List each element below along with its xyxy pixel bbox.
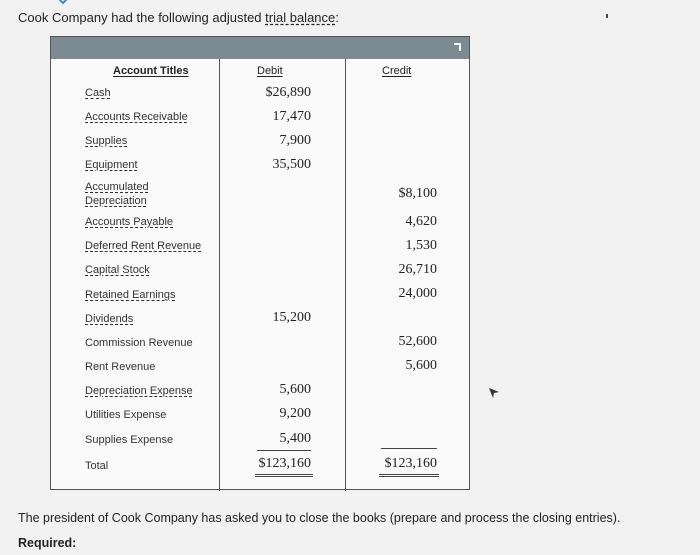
account-accumulated-depreciation: Accumulated Depreciation <box>85 181 149 207</box>
column-divider <box>345 59 346 491</box>
account-supplies: Supplies <box>85 135 128 147</box>
chevron-down-icon[interactable] <box>56 0 70 5</box>
debit-total: $123,160 <box>258 456 311 471</box>
debit-equipment: 35,500 <box>272 157 311 172</box>
debit-dividends: 15,200 <box>272 310 311 325</box>
account-utilities-expense: Utilities Expense <box>85 409 167 421</box>
trial-balance-table <box>50 36 470 490</box>
credit-total-double-rule <box>379 474 439 477</box>
required-heading: Required: <box>18 536 77 550</box>
account-total: Total <box>85 460 109 472</box>
credit-rent-revenue: 5,600 <box>405 358 437 373</box>
account-cash: Cash <box>85 87 111 99</box>
debit-supplies-expense: 5,400 <box>279 431 311 446</box>
header-debit: Debit <box>257 65 283 77</box>
debit-accounts-receivable: 17,470 <box>272 109 311 124</box>
account-capital-stock: Capital Stock <box>85 264 150 276</box>
debit-utilities-expense: 9,200 <box>279 406 311 421</box>
debit-cash: $26,890 <box>265 85 311 100</box>
expand-icon[interactable] <box>451 41 463 53</box>
header-credit: Credit <box>382 65 412 77</box>
closing-instructions: The president of Cook Company has asked you to close the books (prepare and process the closing entries). <box>18 511 621 525</box>
stray-mark <box>606 14 608 18</box>
mouse-pointer-icon <box>488 387 500 399</box>
credit-commission-revenue: 52,600 <box>398 334 437 349</box>
intro-text <box>18 10 339 25</box>
debit-total-double-rule <box>255 474 313 477</box>
credit-retained-earnings: 24,000 <box>398 286 437 301</box>
account-accounts-receivable: Accounts Receivable <box>85 111 188 123</box>
credit-deferred-rent-revenue: 1,530 <box>405 238 437 253</box>
debit-supplies: 7,900 <box>279 133 311 148</box>
trial-balance-link[interactable]: trial balance <box>265 10 336 25</box>
account-accounts-payable: Accounts Payable <box>85 216 174 228</box>
header-account-titles: Account Titles <box>113 65 189 77</box>
account-rent-revenue: Rent Revenue <box>85 361 156 373</box>
intro-prefix: Cook Company had the following adjusted <box>18 10 266 25</box>
account-retained-earnings: Retained Earnings <box>85 289 176 301</box>
credit-total: $123,160 <box>384 456 437 471</box>
credit-capital-stock: 26,710 <box>398 262 437 277</box>
intro-suffix: : <box>335 10 339 25</box>
account-equipment: Equipment <box>85 159 138 171</box>
credit-accounts-payable: 4,620 <box>405 214 437 229</box>
account-commission-revenue: Commission Revenue <box>85 337 193 349</box>
debit-depreciation-expense: 5,600 <box>279 382 311 397</box>
credit-accumulated-depreciation: $8,100 <box>398 186 437 201</box>
account-supplies-expense: Supplies Expense <box>85 434 174 446</box>
account-depreciation-expense: Depreciation Expense <box>85 385 193 397</box>
account-deferred-rent-revenue: Deferred Rent Revenue <box>85 240 202 252</box>
table-header-bar <box>51 37 469 59</box>
debit-total-rule <box>257 450 311 451</box>
column-divider <box>219 59 220 491</box>
credit-total-rule <box>381 448 437 449</box>
account-dividends: Dividends <box>85 313 134 325</box>
